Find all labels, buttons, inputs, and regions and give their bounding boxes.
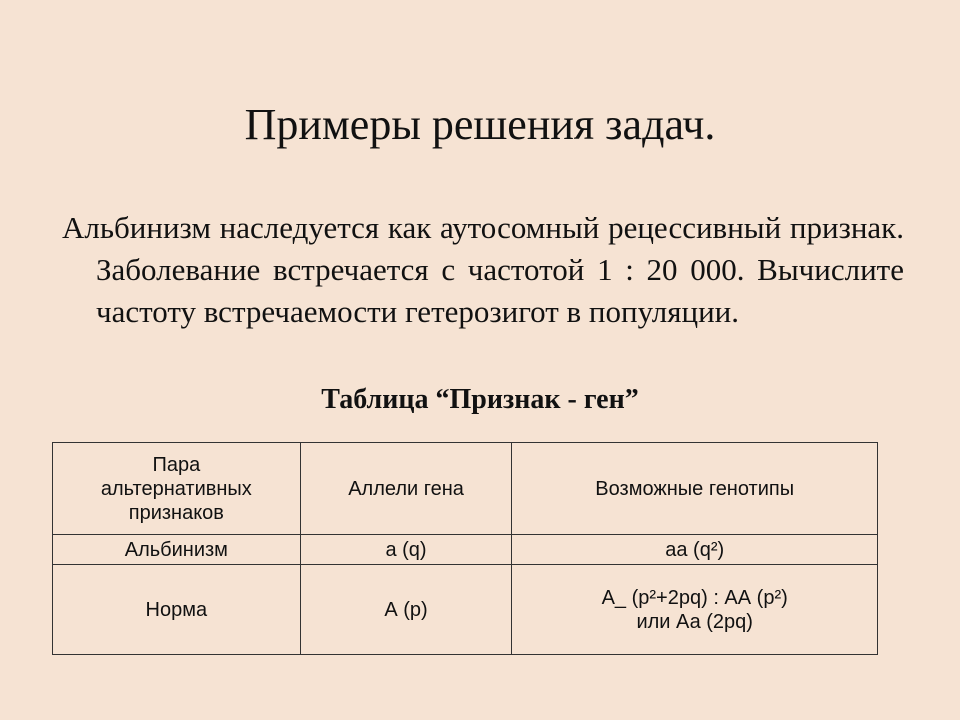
table-row bbox=[53, 565, 878, 655]
header-genotypes: Возможные генотипы bbox=[512, 443, 878, 535]
header-trait-pair-line: Пара bbox=[152, 453, 201, 476]
genotype-line: А_ (р²+2рq) : АА (р²) bbox=[601, 586, 788, 609]
cell-allele: А (р) bbox=[300, 565, 512, 655]
cell-genotypes bbox=[512, 565, 878, 655]
cell-allele: а (q) bbox=[300, 535, 512, 565]
header-alleles: Аллели гена bbox=[300, 443, 512, 535]
problem-statement: Альбинизм наследуется как аутосомный рецессивный признак. Заболевание встречается с частотой 1 : 20 000. Вычислите частоту встречаемости гетерозигот в популяции. bbox=[62, 210, 904, 329]
header-trait-pair-line: признаков bbox=[128, 501, 224, 524]
genotype-line: аа (q²) bbox=[665, 538, 725, 561]
trait-gene-table bbox=[52, 442, 878, 655]
slide-title: Примеры решения задач. bbox=[244, 100, 716, 150]
cell-genotypes bbox=[512, 535, 878, 565]
header-trait-pair-line: альтернативных bbox=[100, 477, 252, 500]
cell-trait: Норма bbox=[53, 565, 301, 655]
genotype-line: или Аа (2рq) bbox=[636, 610, 753, 633]
table-caption: Таблица “Признак - ген” bbox=[321, 384, 639, 415]
table-header-row bbox=[53, 443, 878, 535]
table-row bbox=[53, 535, 878, 565]
header-trait-pair bbox=[53, 443, 301, 535]
cell-trait: Альбинизм bbox=[53, 535, 301, 565]
